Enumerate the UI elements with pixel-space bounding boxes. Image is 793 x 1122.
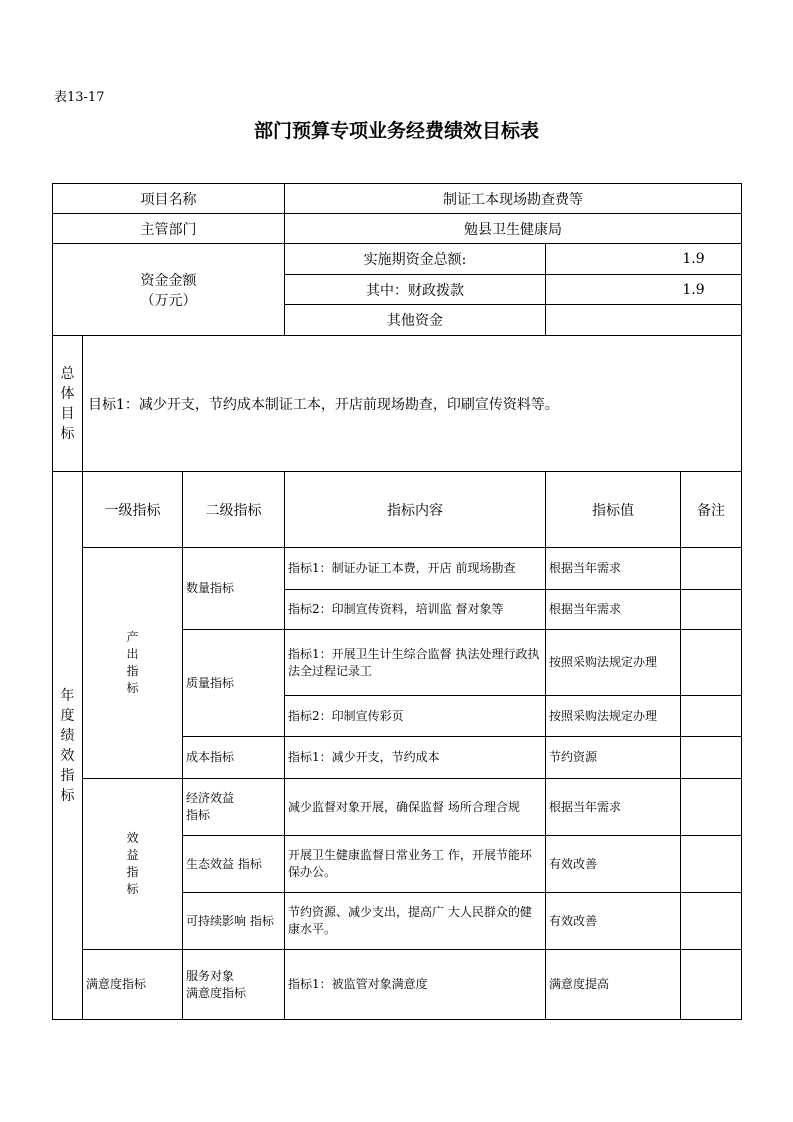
other-fund-label: 其他资金: [285, 305, 546, 336]
fund-amount-title: 资金金额: [140, 272, 197, 289]
header-value: 指标值: [546, 472, 681, 548]
table-row-value: 满意度提高: [546, 950, 681, 1020]
table-row-content: 指标1：开展卫生计生综合监督 执法处理行政执法全过程记录工: [285, 630, 546, 696]
table-row-content: 指标1：减少开支，节约成本: [285, 737, 546, 779]
quantity-indicator-label: 数量指标: [183, 548, 285, 630]
table-row-content: 减少监督对象开展，确保监督 场所合理合规: [285, 779, 546, 836]
table-row-value: 节约资源: [546, 737, 681, 779]
table-row-value: 根据当年需求: [546, 548, 681, 590]
department-value: 勉县卫生健康局: [285, 214, 742, 244]
table-row-value: 根据当年需求: [546, 590, 681, 630]
fiscal-fund-value: 1.9: [546, 275, 742, 305]
service-satisfaction-label: 服务对象 满意度指标: [183, 950, 285, 1020]
table-row-note: [681, 893, 742, 950]
header-note: 备注: [681, 472, 742, 548]
table-row-note: [681, 836, 742, 893]
satisfaction-indicator-label: 满意度指标: [83, 950, 183, 1020]
table-row-note: [681, 630, 742, 696]
table-row-value: 按照采购法规定办理: [546, 696, 681, 737]
table-row-content: 指标1：被监管对象满意度: [285, 950, 546, 1020]
annual-performance-label: 年 度 绩 效 指 标: [53, 472, 83, 1020]
page-title: 部门预算专项业务经费绩效目标表: [253, 120, 539, 142]
table-code: 表13-17: [54, 90, 105, 105]
table-row-content: 节约资源、减少支出，提高广 大人民群众的健康水平。: [285, 893, 546, 950]
table-row-content: 指标1：制证办证工本费，开店 前现场勘查: [285, 548, 546, 590]
total-fund-label: 实施期资金总额:: [285, 244, 546, 275]
total-fund-value: 1.9: [546, 244, 742, 275]
header-level1: 一级指标: [83, 472, 183, 548]
table-row-note: [681, 737, 742, 779]
performance-target-table: [52, 183, 742, 1020]
overall-goal-label: 总 体 目 标: [53, 336, 83, 472]
benefit-indicator-label: 效 益 指 标: [83, 779, 183, 950]
table-row-note: [681, 950, 742, 1020]
quality-indicator-label: 质量指标: [183, 630, 285, 737]
table-row-value: 按照采购法规定办理: [546, 630, 681, 696]
table-row-note: [681, 590, 742, 630]
output-indicator-label: 产 出 指 标: [83, 548, 183, 779]
fiscal-fund-label: 其中：财政拨款: [285, 275, 546, 305]
department-label: 主管部门: [53, 214, 285, 244]
header-level2: 二级指标: [183, 472, 285, 548]
fund-amount-label: [53, 244, 285, 336]
sustainable-impact-label: 可持续影响 指标: [183, 893, 285, 950]
other-fund-value: [546, 305, 742, 336]
fund-amount-unit: （万元）: [140, 292, 197, 309]
table-row-note: [681, 779, 742, 836]
project-name-value: 制证工本现场勘查费等: [285, 184, 742, 214]
table-row-note: [681, 696, 742, 737]
table-row-note: [681, 548, 742, 590]
table-row-content: 指标2：印制宣传彩页: [285, 696, 546, 737]
project-name-label: 项目名称: [53, 184, 285, 214]
cost-indicator-label: 成本指标: [183, 737, 285, 779]
table-row-value: 有效改善: [546, 836, 681, 893]
table-row-value: 有效改善: [546, 893, 681, 950]
overall-goal-text: 目标1：减少开支，节约成本制证工本，开店前现场勘查，印刷宣传资料等。: [83, 336, 742, 472]
ecological-benefit-label: 生态效益 指标: [183, 836, 285, 893]
table-row-content: 开展卫生健康监督日常业务工 作，开展节能环保办公。: [285, 836, 546, 893]
header-content: 指标内容: [285, 472, 546, 548]
table-row-value: 根据当年需求: [546, 779, 681, 836]
table-row-content: 指标2：印制宣传资料，培训监 督对象等: [285, 590, 546, 630]
economic-benefit-label: 经济效益 指标: [183, 779, 285, 836]
